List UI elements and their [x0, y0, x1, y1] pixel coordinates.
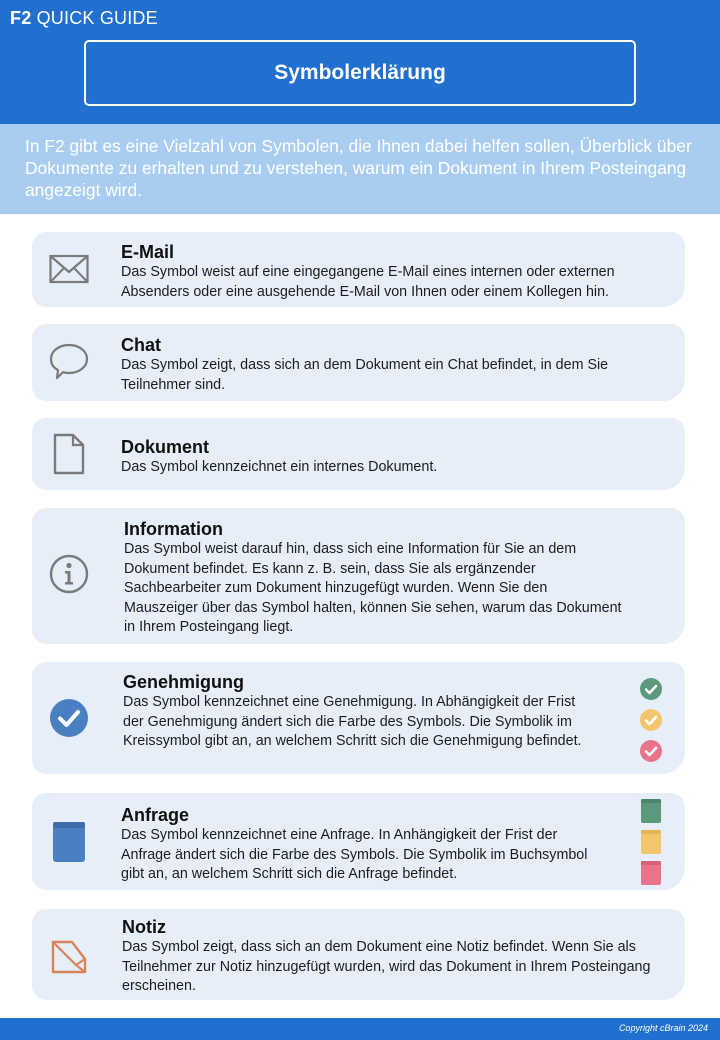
card-title: Chat: [121, 335, 161, 355]
document-icon: [48, 433, 90, 475]
request-yellow-icon: [640, 829, 662, 855]
brand: [10, 8, 158, 29]
card-description: Das Symbol weist darauf hin, dass sich eine Information für Sie an dem Dokument befindet. Es kann z. B. sein, dass Sie als ergänzender Sachbearbeiter zum Dokument hinzugefügt wurden. Wenn Sie den Mauszeiger über das Symbol halten, können Sie sehen, warum das Dokument in Ihrem Posteingang liegt.: [124, 541, 622, 635]
card-description: Das Symbol zeigt, dass sich an dem Dokument ein Chat befindet, in dem Sie Teilnehmer sind.: [121, 357, 609, 393]
chat-bubble-icon: [48, 341, 90, 383]
card-title: Dokument: [121, 437, 210, 457]
symbol-card-note: [32, 909, 685, 1000]
approval-red-icon: [639, 739, 663, 763]
symbol-card-chat: [32, 324, 685, 401]
approval-status-icons: [639, 677, 663, 763]
request-book-icon: [48, 821, 90, 863]
symbol-card-information: [32, 508, 685, 644]
card-description: Das Symbol zeigt, dass sich an dem Dokument eine Notiz befindet. Wenn Sie als Teilnehmer zur Notiz hinzugefügt wurden, wird das Dokument in Ihrem Posteingang erscheinen.: [122, 939, 651, 994]
note-icon: [48, 935, 90, 977]
approval-check-icon: [48, 697, 90, 739]
approval-yellow-icon: [639, 708, 663, 732]
card-description: Das Symbol kennzeichnet eine Anfrage. In Anhängigkeit der Frist der Anfrage ändert sich die Farbe des Symbols. Die Symbolik im Buchsymbol gibt an, an welchem Schritt sich die Anfrage befindet.: [121, 827, 588, 882]
header-bar: [0, 0, 720, 124]
envelope-icon: [48, 248, 90, 290]
symbol-card-email: [32, 232, 685, 307]
brand-rest: QUICK GUIDE: [31, 8, 158, 28]
page-title: Symbolerklärung: [274, 61, 446, 84]
info-icon: [48, 553, 90, 595]
card-description: Das Symbol kennzeichnet eine Genehmigung. In Abhängigkeit der Frist der Genehmigung ändert sich die Farbe des Symbols. Die Symbolik im Kreissymbol gibt an, an welchem Schritt sich die Genehmigung befindet.: [123, 694, 582, 749]
card-title: Notiz: [122, 917, 166, 937]
card-title: Information: [124, 519, 223, 539]
request-green-icon: [640, 798, 662, 824]
approval-green-icon: [639, 677, 663, 701]
request-red-icon: [640, 860, 662, 886]
card-title: Genehmigung: [123, 672, 244, 692]
intro-text: In F2 gibt es eine Vielzahl von Symbolen, die Ihnen dabei helfen sollen, Überblick über Dokumente zu erhalten und zu verstehen, warum ein Dokument in Ihrem Posteingang angezeigt wird.: [0, 124, 720, 214]
card-description: Das Symbol weist auf eine eingegangene E-Mail eines internen oder externen Absenders oder eine ausgehende E-Mail von Ihnen oder einem Kollegen hin.: [121, 264, 615, 300]
symbol-card-approval: [32, 662, 685, 774]
footer-bar: [0, 1018, 720, 1040]
symbol-card-request: [32, 793, 685, 890]
brand-bold: F2: [10, 8, 32, 28]
request-status-icons: [639, 798, 663, 886]
card-description: Das Symbol kennzeichnet ein internes Dokument.: [121, 459, 438, 475]
card-title: Anfrage: [121, 805, 190, 825]
copyright-text: Copyright cBrain 2024: [618, 1023, 708, 1033]
page-title-box: [84, 40, 636, 106]
card-title: E-Mail: [121, 242, 175, 262]
symbol-card-document: [32, 418, 685, 490]
